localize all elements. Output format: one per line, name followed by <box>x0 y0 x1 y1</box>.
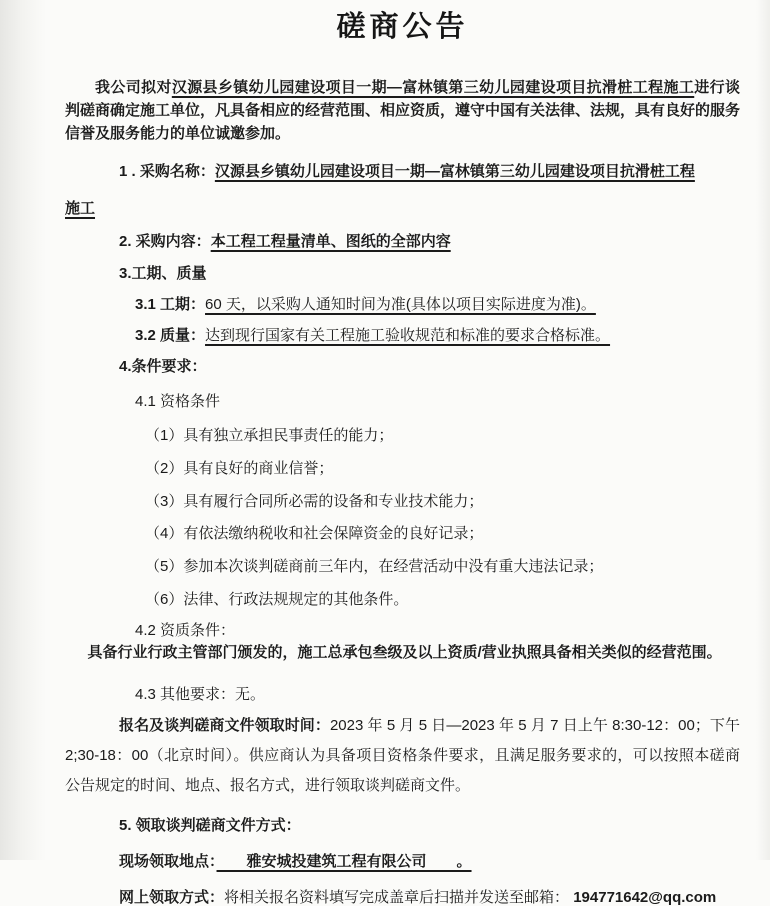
intro-prefix: 我公司拟对 <box>95 79 172 96</box>
pickup-online-label: 网上领取方式： <box>119 889 225 906</box>
pickup-online-line <box>65 889 740 906</box>
item-4-2-heading: 4.2 资质条件： <box>135 622 236 639</box>
item-1-label: 1 . 采购名称： <box>119 163 215 180</box>
item-3-1-label: 3.1 工期： <box>135 296 206 313</box>
document-title: 磋商公告 <box>336 11 469 43</box>
item-1-value-line2: 施工 <box>65 200 96 217</box>
item-3-2-quality <box>65 327 740 344</box>
item-2-label: 2. 采购内容： <box>119 233 211 250</box>
item-1-procurement-name <box>65 163 740 180</box>
pickup-online-email: 194771642@qq.com <box>569 889 717 906</box>
item-4-heading: 4.条件要求： <box>119 358 207 375</box>
pickup-site-value: 雅安城投建筑工程有限公司 。 <box>216 853 472 870</box>
pickup-online-body: 将相关报名资料填写完成盖章后扫描并发送至邮箱： <box>224 889 570 906</box>
item-2-value: 本工程工程量清单、图纸的全部内容 <box>210 233 451 250</box>
pickup-site-label: 现场领取地点： <box>119 853 217 870</box>
signup-time-body: 2023 年 5 月 5 日—2023 年 5 月 7 日上午 8:30-12：00；下午 2;30-18：00（北京时间）。供应商认为具备项目资格条件要求，且满足服务要求的，可以按照本磋商公告规定的时间、地点、报名方式，进行领取谈判磋商文件。 <box>65 717 740 794</box>
qualification-item-1: （1）具有独立承担民事责任的能力； <box>145 427 394 444</box>
item-3-1-value: 60 天，以采购人通知时间为准(具体以项目实际进度为准)。 <box>205 296 596 313</box>
intro-project-name-underlined: 汉源县乡镇幼儿园建设项目一期—富林镇第三幼儿园建设项目抗滑桩工程施工 <box>171 79 695 96</box>
signup-time-paragraph <box>65 711 740 801</box>
item-3-heading: 3.工期、质量 <box>119 265 207 282</box>
qualification-item-6: （6）法律、行政法规规定的其他条件。 <box>145 591 409 608</box>
item-3-1-duration <box>65 296 740 313</box>
qualification-item-5: （5）参加本次谈判磋商前三年内，在经营活动中没有重大违法记录； <box>145 558 604 575</box>
item-3-2-value: 达到现行国家有关工程施工验收规范和标准的要求合格标准。 <box>205 327 611 344</box>
item-4-2-body: 具备行业行政主管部门颁发的，施工总承包叁级及以上资质/营业执照具备相关类似的经营范围。 <box>87 644 722 661</box>
qualification-item-4: （4）有依法缴纳税收和社会保障资金的良好记录； <box>145 525 484 542</box>
item-4-3-other-requirements: 4.3 其他要求：无。 <box>135 686 266 703</box>
pickup-site-line <box>65 853 740 870</box>
intro-paragraph <box>65 76 740 145</box>
item-3-2-label: 3.2 质量： <box>135 327 206 344</box>
item-2-procurement-content <box>65 233 740 250</box>
item-1-value-continuation <box>65 200 740 217</box>
qualification-item-3: （3）具有履行合同所必需的设备和专业技术能力； <box>145 493 484 510</box>
item-4-1-heading: 4.1 资格条件 <box>135 393 221 410</box>
item-1-value-line1: 汉源县乡镇幼儿园建设项目一期—富林镇第三幼儿园建设项目抗滑桩工程 <box>214 163 695 180</box>
qualification-item-2: （2）具有良好的商业信誉； <box>145 460 334 477</box>
item-5-heading: 5. 领取谈判磋商文件方式： <box>119 817 301 834</box>
signup-time-label: 报名及谈判磋商文件领取时间： <box>119 717 330 734</box>
intro-rest: 进行谈判磋商确定施工单位，凡具备相应的经营范围、相应资质，遵守中国有关法律、法规，具有良好的服务信誉及服务能力的单位诚邀参加。 <box>65 79 741 142</box>
